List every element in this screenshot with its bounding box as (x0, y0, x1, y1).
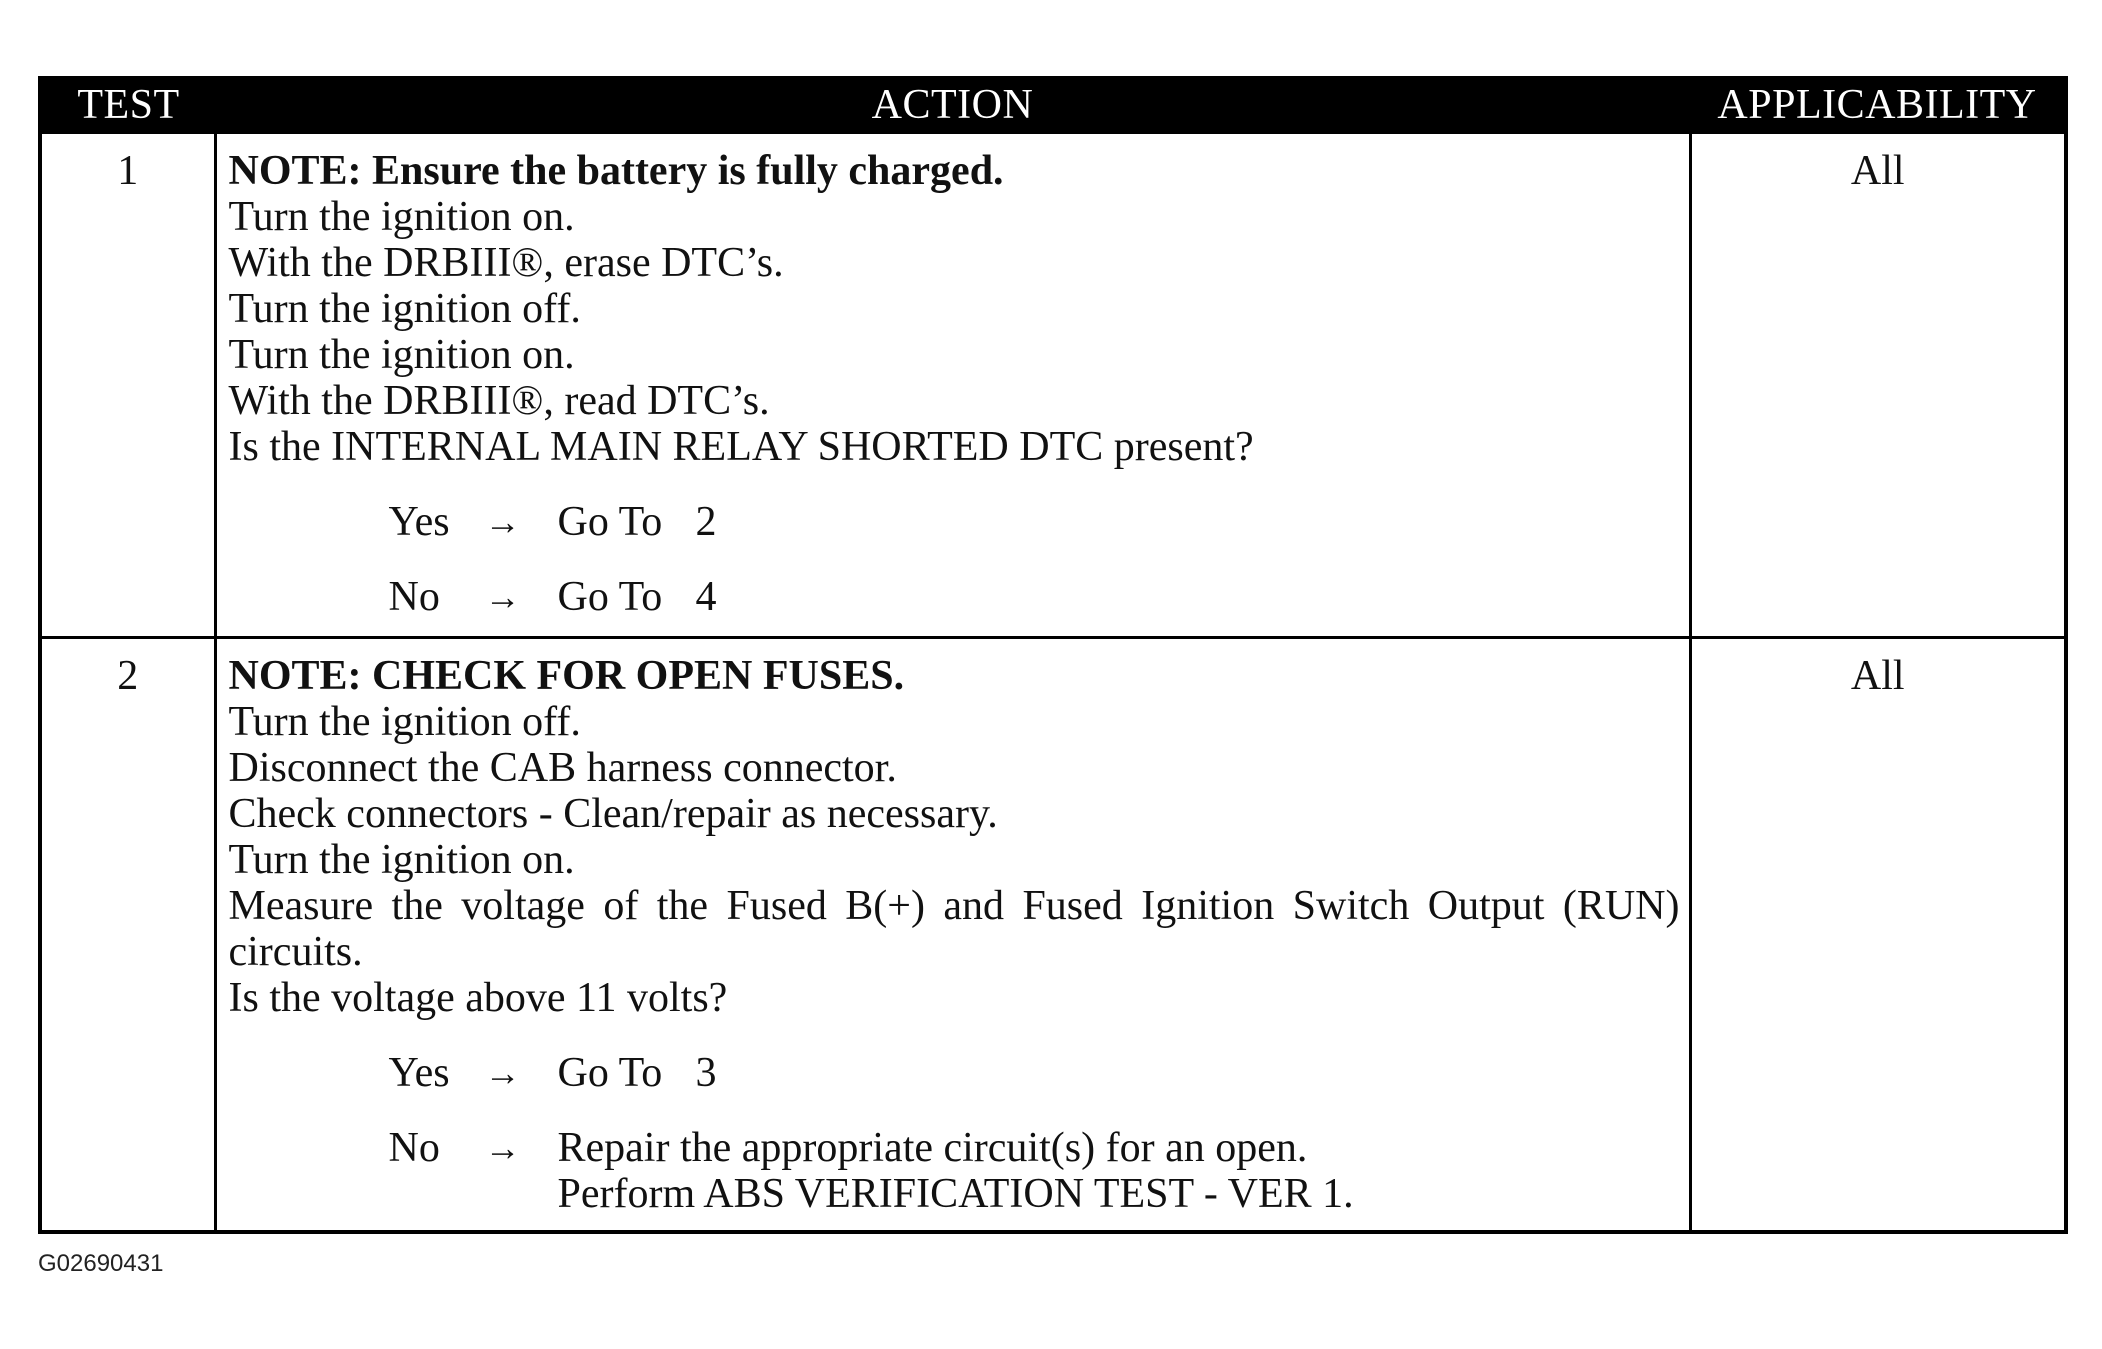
test-number: 2 (117, 653, 139, 699)
applicability-cell (1690, 638, 2066, 1232)
step-line: Is the INTERNAL MAIN RELAY SHORTED DTC present? (228, 424, 1254, 470)
diagnostic-test-table (38, 76, 2068, 1234)
step-line: Disconnect the CAB harness connector. (228, 745, 897, 791)
branch-instruction-line: Repair the appropriate circuit(s) for an open. (557, 1125, 1308, 1171)
test-row (40, 133, 2066, 638)
branch-action: Go To (557, 499, 663, 545)
branch-answer: Yes (388, 1050, 450, 1096)
branch-target-test: 3 (695, 1050, 717, 1096)
test-row (40, 638, 2066, 1232)
step-line: Turn the ignition on. (228, 332, 575, 378)
branch-yes (389, 1050, 1680, 1096)
note-text: NOTE: CHECK FOR OPEN FUSES. (228, 653, 905, 699)
action-cell (215, 133, 1690, 638)
branch-no (389, 1125, 1680, 1217)
applicability-value: All (1850, 148, 1905, 194)
branch-answer: No (388, 574, 440, 620)
branch-instruction-line: Perform ABS VERIFICATION TEST - VER 1. (557, 1171, 1354, 1217)
arrow-icon: → (484, 1053, 521, 1093)
test-number-cell (40, 638, 215, 1232)
step-line: Check connectors - Clean/repair as necessary. (228, 791, 998, 837)
header-row (40, 78, 2066, 133)
arrow-icon: → (484, 577, 521, 617)
note-text: NOTE: Ensure the battery is fully charged. (228, 148, 1004, 194)
branch-target-test: 4 (695, 574, 717, 620)
applicability-cell (1690, 133, 2066, 638)
test-number: 1 (117, 148, 139, 194)
arrow-icon: → (484, 502, 521, 542)
branch-answer: No (388, 1125, 440, 1171)
branch-no (389, 574, 1680, 620)
step-line: With the DRBIII®, read DTC’s. (228, 378, 770, 424)
header-action: ACTION (215, 78, 1690, 133)
test-number-cell (40, 133, 215, 638)
branch-answer: Yes (388, 499, 450, 545)
step-line: Turn the ignition on. (228, 194, 575, 240)
step-line: Turn the ignition off. (228, 699, 581, 745)
step-line: Is the voltage above 11 volts? (228, 975, 728, 1021)
branch-action: Go To (557, 574, 663, 620)
header-applicability: APPLICABILITY (1690, 78, 2066, 133)
arrow-icon: → (484, 1128, 521, 1168)
step-line: Turn the ignition off. (228, 286, 581, 332)
branch-yes (389, 499, 1680, 545)
branch-instructions (558, 1125, 1354, 1217)
header-test: TEST (40, 78, 215, 133)
applicability-value: All (1850, 653, 1905, 699)
step-line: Measure the voltage of the Fused B(+) and Fused Ignition Switch Output (RUN) (228, 883, 1680, 929)
step-line: circuits. (228, 929, 363, 975)
step-line: Turn the ignition on. (228, 837, 575, 883)
figure-id: G02690431 (38, 1250, 164, 1277)
branch-target-test: 2 (695, 499, 717, 545)
action-cell (215, 638, 1690, 1232)
branch-action: Go To (557, 1050, 663, 1096)
step-line: With the DRBIII®, erase DTC’s. (228, 240, 784, 286)
